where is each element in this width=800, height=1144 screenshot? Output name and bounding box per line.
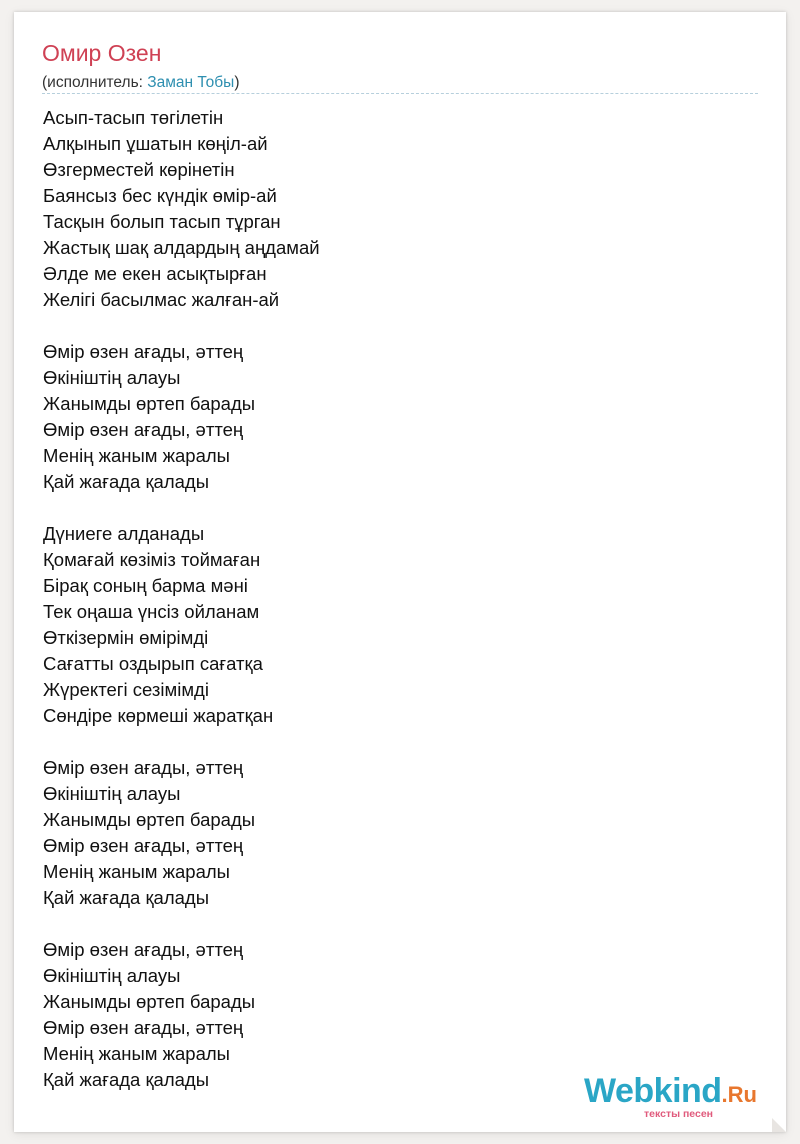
site-logo[interactable] [584, 1072, 784, 1120]
lyric-line: Менің жаным жаралы [43, 445, 230, 466]
lyric-line: Қай жағада қалады [43, 1069, 210, 1090]
lyric-line: Тасқын болып тасып тұрган [43, 211, 281, 232]
lyrics-stanza [43, 105, 320, 313]
logo-name: Webkind [584, 1072, 722, 1110]
lyrics-stanza [43, 755, 320, 911]
lyric-line: Желігі басылмас жалған-ай [43, 289, 280, 310]
lyric-line: Өмір өзен ағады, әттең [43, 939, 244, 960]
lyric-line: Қай жағада қалады [43, 471, 210, 492]
lyric-line: Өзгерместей көрінетін [43, 159, 235, 180]
lyric-line: Өмір өзен ағады, әттең [43, 757, 244, 778]
lyric-line: Асып-тасып төгілетін [43, 107, 224, 128]
lyrics-stanza [43, 339, 320, 495]
lyric-line: Қай жағада қалады [43, 887, 210, 908]
lyric-line: Өкініштің алауы [43, 965, 181, 986]
lyric-line: Өткізермін өмірімді [43, 627, 209, 648]
lyric-line: Жанымды өртеп барады [43, 809, 256, 830]
lyric-line: Қомағай көзіміз тоймаған [43, 549, 261, 570]
lyric-line: Әлде ме екен асықтырған [43, 263, 267, 284]
lyric-line: Менің жаным жаралы [43, 861, 230, 882]
lyrics-stanza [43, 521, 320, 729]
lyric-line: Жүректегі сезімімді [43, 679, 209, 700]
lyric-line: Жанымды өртеп барады [43, 393, 256, 414]
lyric-line: Өкініштің алауы [43, 367, 181, 388]
song-meta [42, 74, 239, 93]
logo-tld: .Ru [721, 1082, 757, 1107]
lyrics-sheet [14, 12, 786, 1132]
artist-suffix: ) [234, 74, 240, 91]
lyric-line: Сөндіре көрмеші жаратқан [43, 705, 274, 726]
page-curl [772, 1118, 786, 1132]
lyrics-stanza [43, 937, 320, 1093]
lyric-line: Тек оңаша үнсіз ойланам [43, 601, 260, 622]
lyric-line: Өмір өзен ағады, әттең [43, 419, 244, 440]
song-title: Омир Озен [42, 40, 162, 66]
lyric-line: Өкініштің алауы [43, 783, 181, 804]
logo-tagline: тексты песен [644, 1108, 714, 1120]
lyric-line: Өмір өзен ағады, әттең [43, 341, 244, 362]
lyric-line: Өмір өзен ағады, әттең [43, 1017, 244, 1038]
lyric-line: Сағатты оздырып сағатқа [43, 653, 263, 674]
lyric-line: Менің жаным жаралы [43, 1043, 230, 1064]
artist-link[interactable]: Заман Тобы [147, 74, 235, 91]
lyric-line: Алқынып ұшатын көңіл-ай [43, 133, 268, 154]
artist-prefix: (исполнитель: [42, 74, 148, 91]
lyric-line: Жастық шақ алдардың аңдамай [43, 237, 320, 258]
lyric-line: Дүниеге алданады [43, 523, 205, 544]
lyric-line: Бірақ соның барма мәні [43, 575, 248, 596]
lyric-line: Баянсыз бес күндік өмір-ай [43, 185, 277, 206]
lyric-line: Өмір өзен ағады, әттең [43, 835, 244, 856]
title-divider [42, 93, 758, 94]
lyric-line: Жанымды өртеп барады [43, 991, 256, 1012]
lyrics-body [43, 105, 320, 1119]
